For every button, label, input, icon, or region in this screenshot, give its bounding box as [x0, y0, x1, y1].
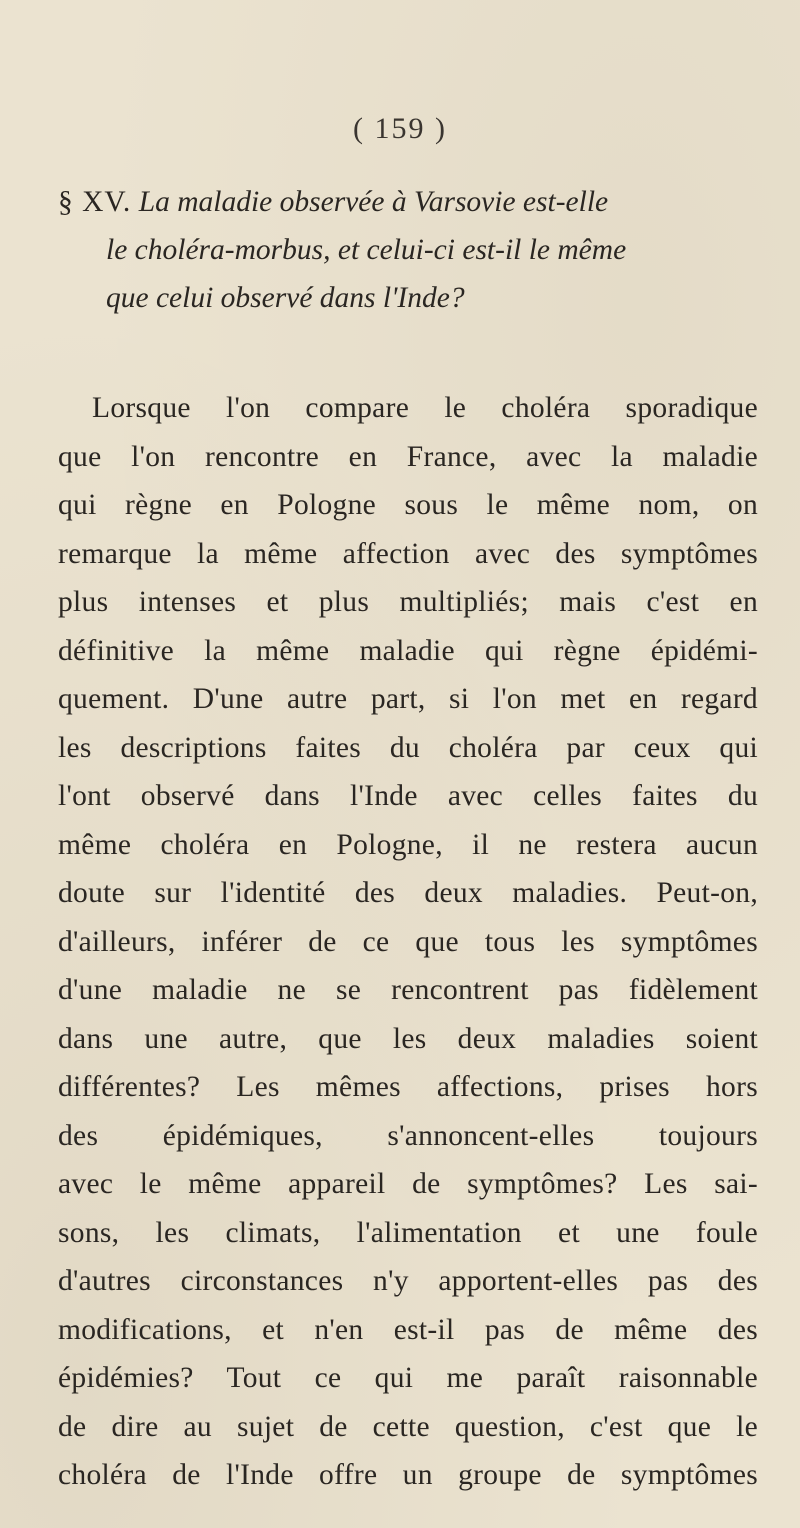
body-line: doute sur l'identité des deux maladies. Peut-on, [58, 877, 758, 909]
page-number: ( 159 ) [353, 112, 447, 145]
body-line: définitive la même maladie qui règne épidémi- [58, 634, 758, 667]
body-line: quement. D'une autre part, si l'on met en regard [58, 683, 758, 715]
body-line: d'autres circonstances n'y apportent-elles pas des [58, 1265, 758, 1297]
heading-line-1 [58, 178, 758, 226]
body-line: l'ont observé dans l'Inde avec celles faites du [58, 780, 758, 812]
body-line: différentes? Les mêmes affections, prises hors [58, 1071, 758, 1103]
body-line: modifications, et n'en est-il pas de même des [58, 1313, 758, 1346]
body-line: d'ailleurs, inférer de ce que tous les symptômes [58, 925, 758, 958]
body-line: avec le même appareil de symptômes? Les sai- [58, 1168, 758, 1200]
body-line: qui règne en Pologne sous le même nom, on [58, 489, 758, 521]
body-line: épidémies? Tout ce qui me paraît raisonnable [58, 1362, 758, 1394]
body-line: même choléra en Pologne, il ne restera aucun [58, 828, 758, 861]
body-line: plus intenses et plus multipliés; mais c'est en [58, 586, 758, 618]
section-heading [58, 178, 758, 322]
body-line: sons, les climats, l'alimentation et une foule [58, 1216, 758, 1249]
body-line: les descriptions faites du choléra par ceux qui [58, 731, 758, 764]
heading-line-2: le choléra-morbus, et celui-ci est-il le même [106, 234, 627, 266]
body-line: de dire au sujet de cette question, c'est que le [58, 1410, 758, 1443]
body-line: d'une maladie ne se rencontrent pas fidèlement [58, 974, 758, 1006]
body-line: des épidémiques, s'annoncent-elles toujours [58, 1119, 758, 1152]
body-line: choléra de l'Inde offre un groupe de symptômes [58, 1459, 758, 1491]
section-label: § XV. [58, 186, 132, 218]
body-line: dans une autre, que les deux maladies soient [58, 1022, 758, 1055]
heading-line-3: que celui observé dans l'Inde? [106, 282, 465, 314]
heading-text-1: La maladie observée à Varsovie est-elle [138, 186, 609, 218]
body-line: que l'on rencontre en France, avec la maladie [58, 440, 758, 473]
body-line: remarque la même affection avec des symptômes [58, 537, 758, 570]
body-line: Lorsque l'on compare le choléra sporadique [92, 392, 758, 424]
body-paragraph [58, 384, 758, 1500]
